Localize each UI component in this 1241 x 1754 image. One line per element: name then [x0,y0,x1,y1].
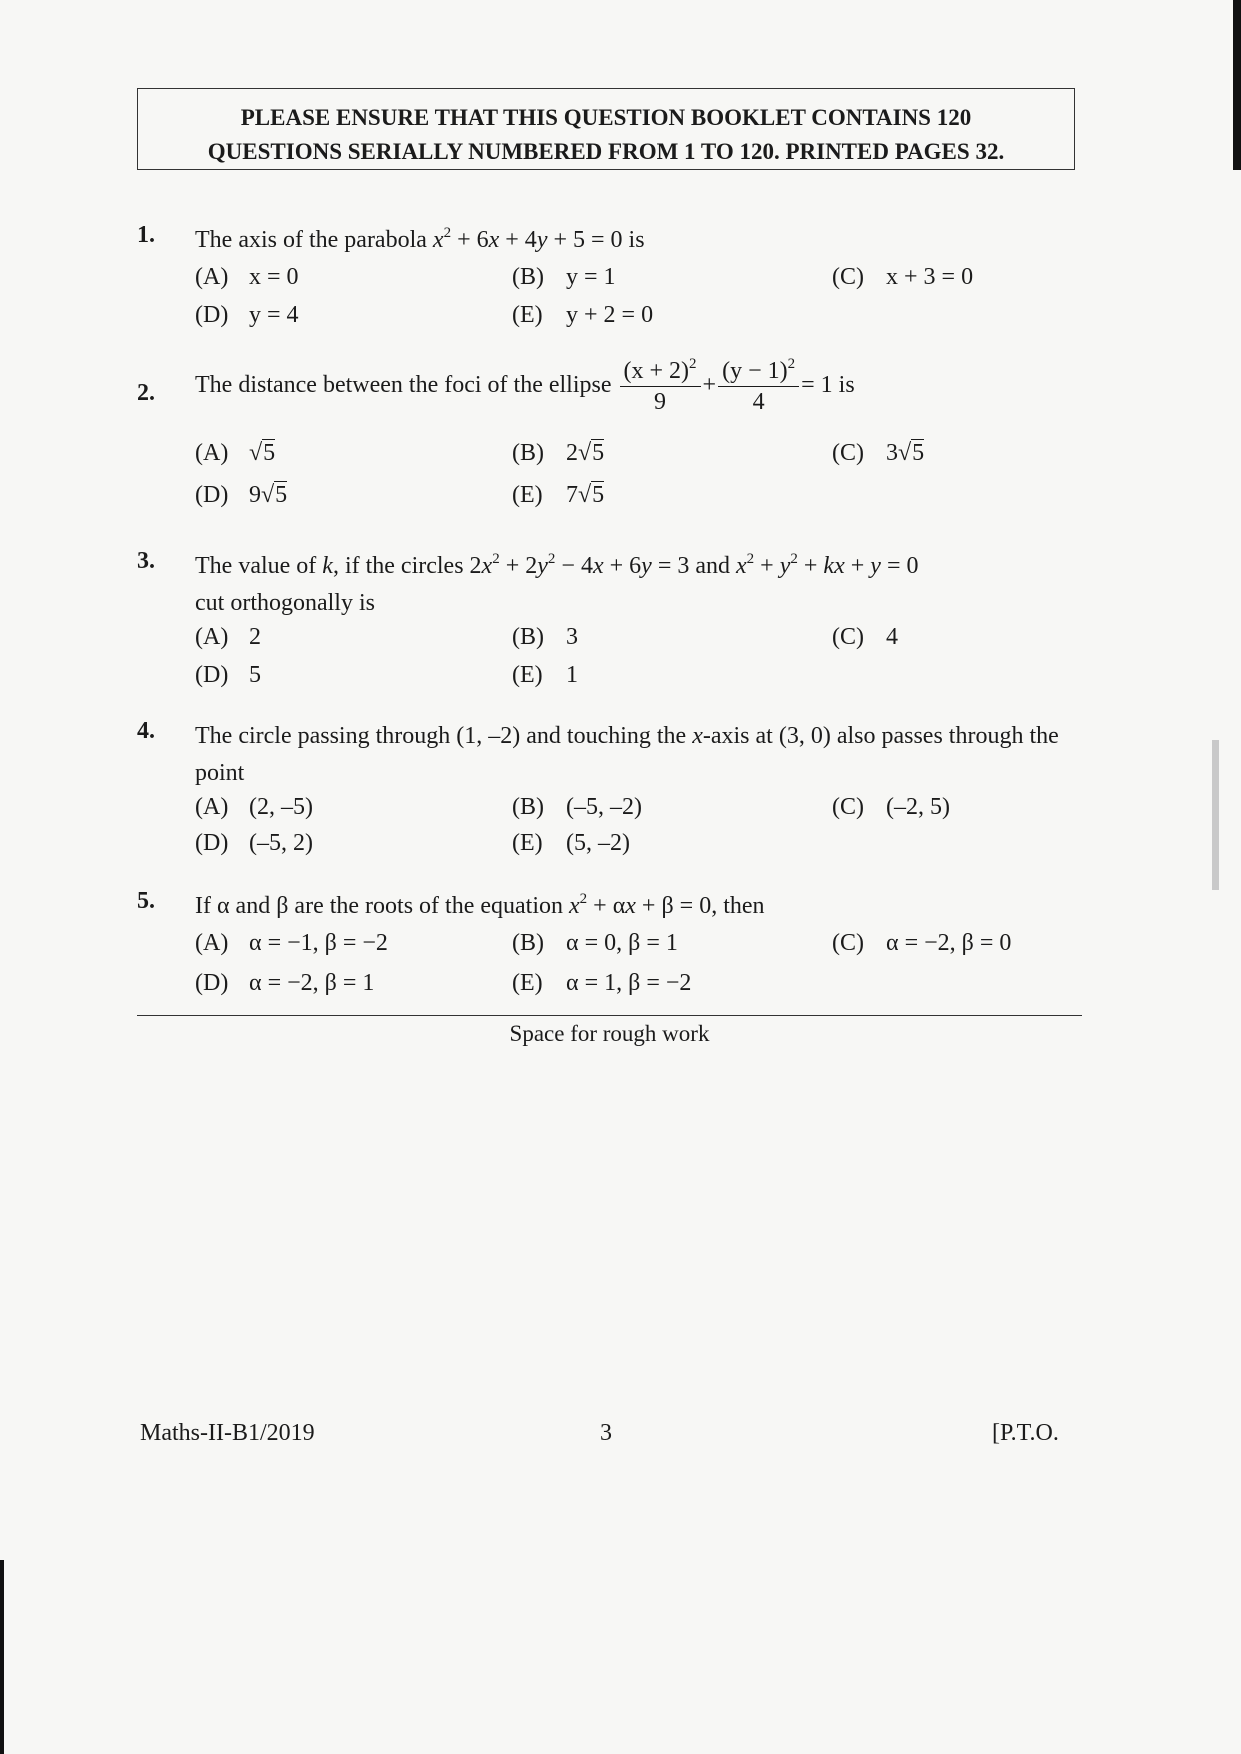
question-text [195,222,1085,259]
option-text: (–5, 2) [249,830,313,856]
option-label: (D) [195,662,229,688]
variable-x: x [692,723,703,749]
equation: $x^2 + \alpha x + \beta = 0$ [569,891,712,919]
equation-circle-2: $x^2 + y^2$ + kx + y = 0 [736,551,919,579]
option-label: (C) [832,440,864,466]
question-text-prefix: The axis of the parabola [195,227,433,253]
option-label: (D) [195,482,229,508]
option-a[interactable] [195,930,388,957]
question-text [195,548,1085,622]
option-label: (D) [195,830,229,856]
scan-edge-left [0,1560,4,1754]
question-text-prefix: The distance between the foci of the ellipse [195,372,618,399]
question-text-prefix: If α and β are the roots of the equation [195,893,569,919]
option-e[interactable] [512,970,691,997]
option-e[interactable] [512,830,630,857]
option-label: (D) [195,970,229,996]
option-c[interactable] [832,624,898,651]
option-c[interactable] [832,930,1011,957]
scan-mark [1212,740,1219,890]
fraction-denominator: 9 [654,389,667,415]
option-a[interactable] [195,440,275,467]
option-text: (5, –2) [566,830,630,856]
question-number: 1. [137,222,155,248]
radicand: 5 [592,440,605,466]
option-label: (E) [512,970,543,996]
rough-work-label: Space for rough work [509,1021,710,1046]
question-text: The distance between the foci of the ellipse $\frac{(x + 2)^2}{9}$ + $\frac{(y - 1)^2}{4}$ = 1 is [195,356,855,415]
option-b[interactable] [512,440,604,467]
booklet-notice-box [137,88,1075,170]
option-label: (B) [512,930,544,956]
fraction-denominator: 4 [752,389,765,415]
equation: $x^2 + 6x + 4y + 5 = 0$ [432,225,623,253]
option-label: (B) [512,440,544,466]
equation-circle-1: $2x^2 + 2y^2 - 4x + 6y = 3$ [469,551,690,579]
question-text-suffix: , then [711,893,765,919]
option-b[interactable] [512,930,678,957]
sqrt-symbol: √5 [578,440,605,466]
radicand: 5 [275,482,288,508]
question-text-suffix: is [622,227,645,253]
option-label: (A) [195,930,229,956]
question-text [195,888,1085,925]
question-text-line-2: cut orthogonally is [195,590,375,616]
question-number: 3. [137,548,155,574]
option-text: (–5, –2) [566,794,642,820]
option-d[interactable] [195,662,261,689]
option-b[interactable] [512,264,616,291]
option-label: (A) [195,794,229,820]
option-label: (C) [832,264,864,290]
option-d[interactable] [195,830,313,857]
question-text-mid: , if the circles [332,553,470,579]
option-text: 1 [566,662,578,688]
fraction-1: $\frac{(x + 2)^2}{9}$ [620,356,701,417]
fraction-numerator: (x + 2) [623,358,690,384]
option-c[interactable] [832,440,924,467]
option-text: α = −2, β = 1 [249,970,375,996]
paper-code: Maths-II-B1/2019 [140,1420,315,1446]
option-label: (A) [195,264,229,290]
fraction-numerator: (y − 1) [722,358,788,384]
option-text: y + 2 = 0 [566,302,654,328]
option-text: x = 0 [249,264,299,290]
option-e[interactable] [512,662,578,689]
option-d[interactable] [195,970,374,997]
scan-edge-right [1233,0,1241,170]
sqrt-symbol: √5 [898,440,925,466]
option-d[interactable] [195,482,287,509]
option-text: α = 1, β = −2 [566,970,692,996]
notice-line-1: PLEASE ENSURE THAT THIS QUESTION BOOKLET CONTAINS 120 [240,105,972,130]
option-label: (C) [832,794,864,820]
option-label: (A) [195,624,229,650]
option-d[interactable] [195,302,299,329]
question-number: 4. [137,718,155,744]
question-text-part-b: -axis at (3, 0) also passes through the point [195,723,1059,786]
question-text-and: and [689,553,737,579]
option-label: (B) [512,794,544,820]
option-c[interactable] [832,264,973,291]
option-a[interactable] [195,794,313,821]
question-text-part-a: The circle passing through (1, –2) and touching the [195,723,693,749]
sqrt-symbol: √5 [249,440,276,466]
option-coefficient: 3 [886,440,898,466]
option-label: (E) [512,662,543,688]
variable-k: k [322,553,333,579]
radicand: 5 [592,482,605,508]
question-text [195,718,1085,792]
fraction-2: $\frac{(y - 1)^2}{4}$ [718,356,799,417]
option-text: x + 3 = 0 [886,264,974,290]
option-text: y = 1 [566,264,616,290]
option-c[interactable] [832,794,950,821]
option-text: (2, –5) [249,794,313,820]
page-number: 3 [600,1420,612,1446]
option-text: 3 [566,624,578,650]
option-text: 2 [249,624,261,650]
option-label: (B) [512,624,544,650]
option-label: (C) [832,624,864,650]
option-label: (D) [195,302,229,328]
option-text: 4 [886,624,898,650]
sqrt-symbol: √5 [578,482,605,508]
option-b[interactable] [512,794,642,821]
option-a[interactable] [195,264,299,291]
option-label: (A) [195,440,229,466]
option-coefficient: 7 [566,482,578,508]
sqrt-symbol: √5 [261,482,288,508]
option-text: α = 0, β = 1 [566,930,678,956]
option-text: y = 4 [249,302,299,328]
option-text: α = −2, β = 0 [886,930,1012,956]
option-label: (E) [512,302,543,328]
option-text: (–2, 5) [886,794,950,820]
radicand: 5 [263,440,276,466]
option-b[interactable] [512,624,578,651]
question-text-suffix: is [832,372,855,399]
option-a[interactable] [195,624,261,651]
pto-label: [P.T.O. [992,1420,1059,1446]
notice-line-2: QUESTIONS SERIALLY NUMBERED FROM 1 TO 120. PRINTED PAGES 32. [207,139,1005,164]
question-number: 5. [137,888,155,914]
question-number: 2. [137,380,155,406]
radicand: 5 [912,440,925,466]
option-label: (E) [512,482,543,508]
option-e[interactable] [512,302,653,329]
question-text-prefix: The value of [195,553,323,579]
option-coefficient: 9 [249,482,261,508]
option-e[interactable] [512,482,604,509]
option-label: (E) [512,830,543,856]
option-coefficient: 2 [566,440,578,466]
option-label: (B) [512,264,544,290]
option-text: 5 [249,662,261,688]
option-label: (C) [832,930,864,956]
rough-work-divider [137,1015,1082,1016]
option-text: α = −1, β = −2 [249,930,388,956]
